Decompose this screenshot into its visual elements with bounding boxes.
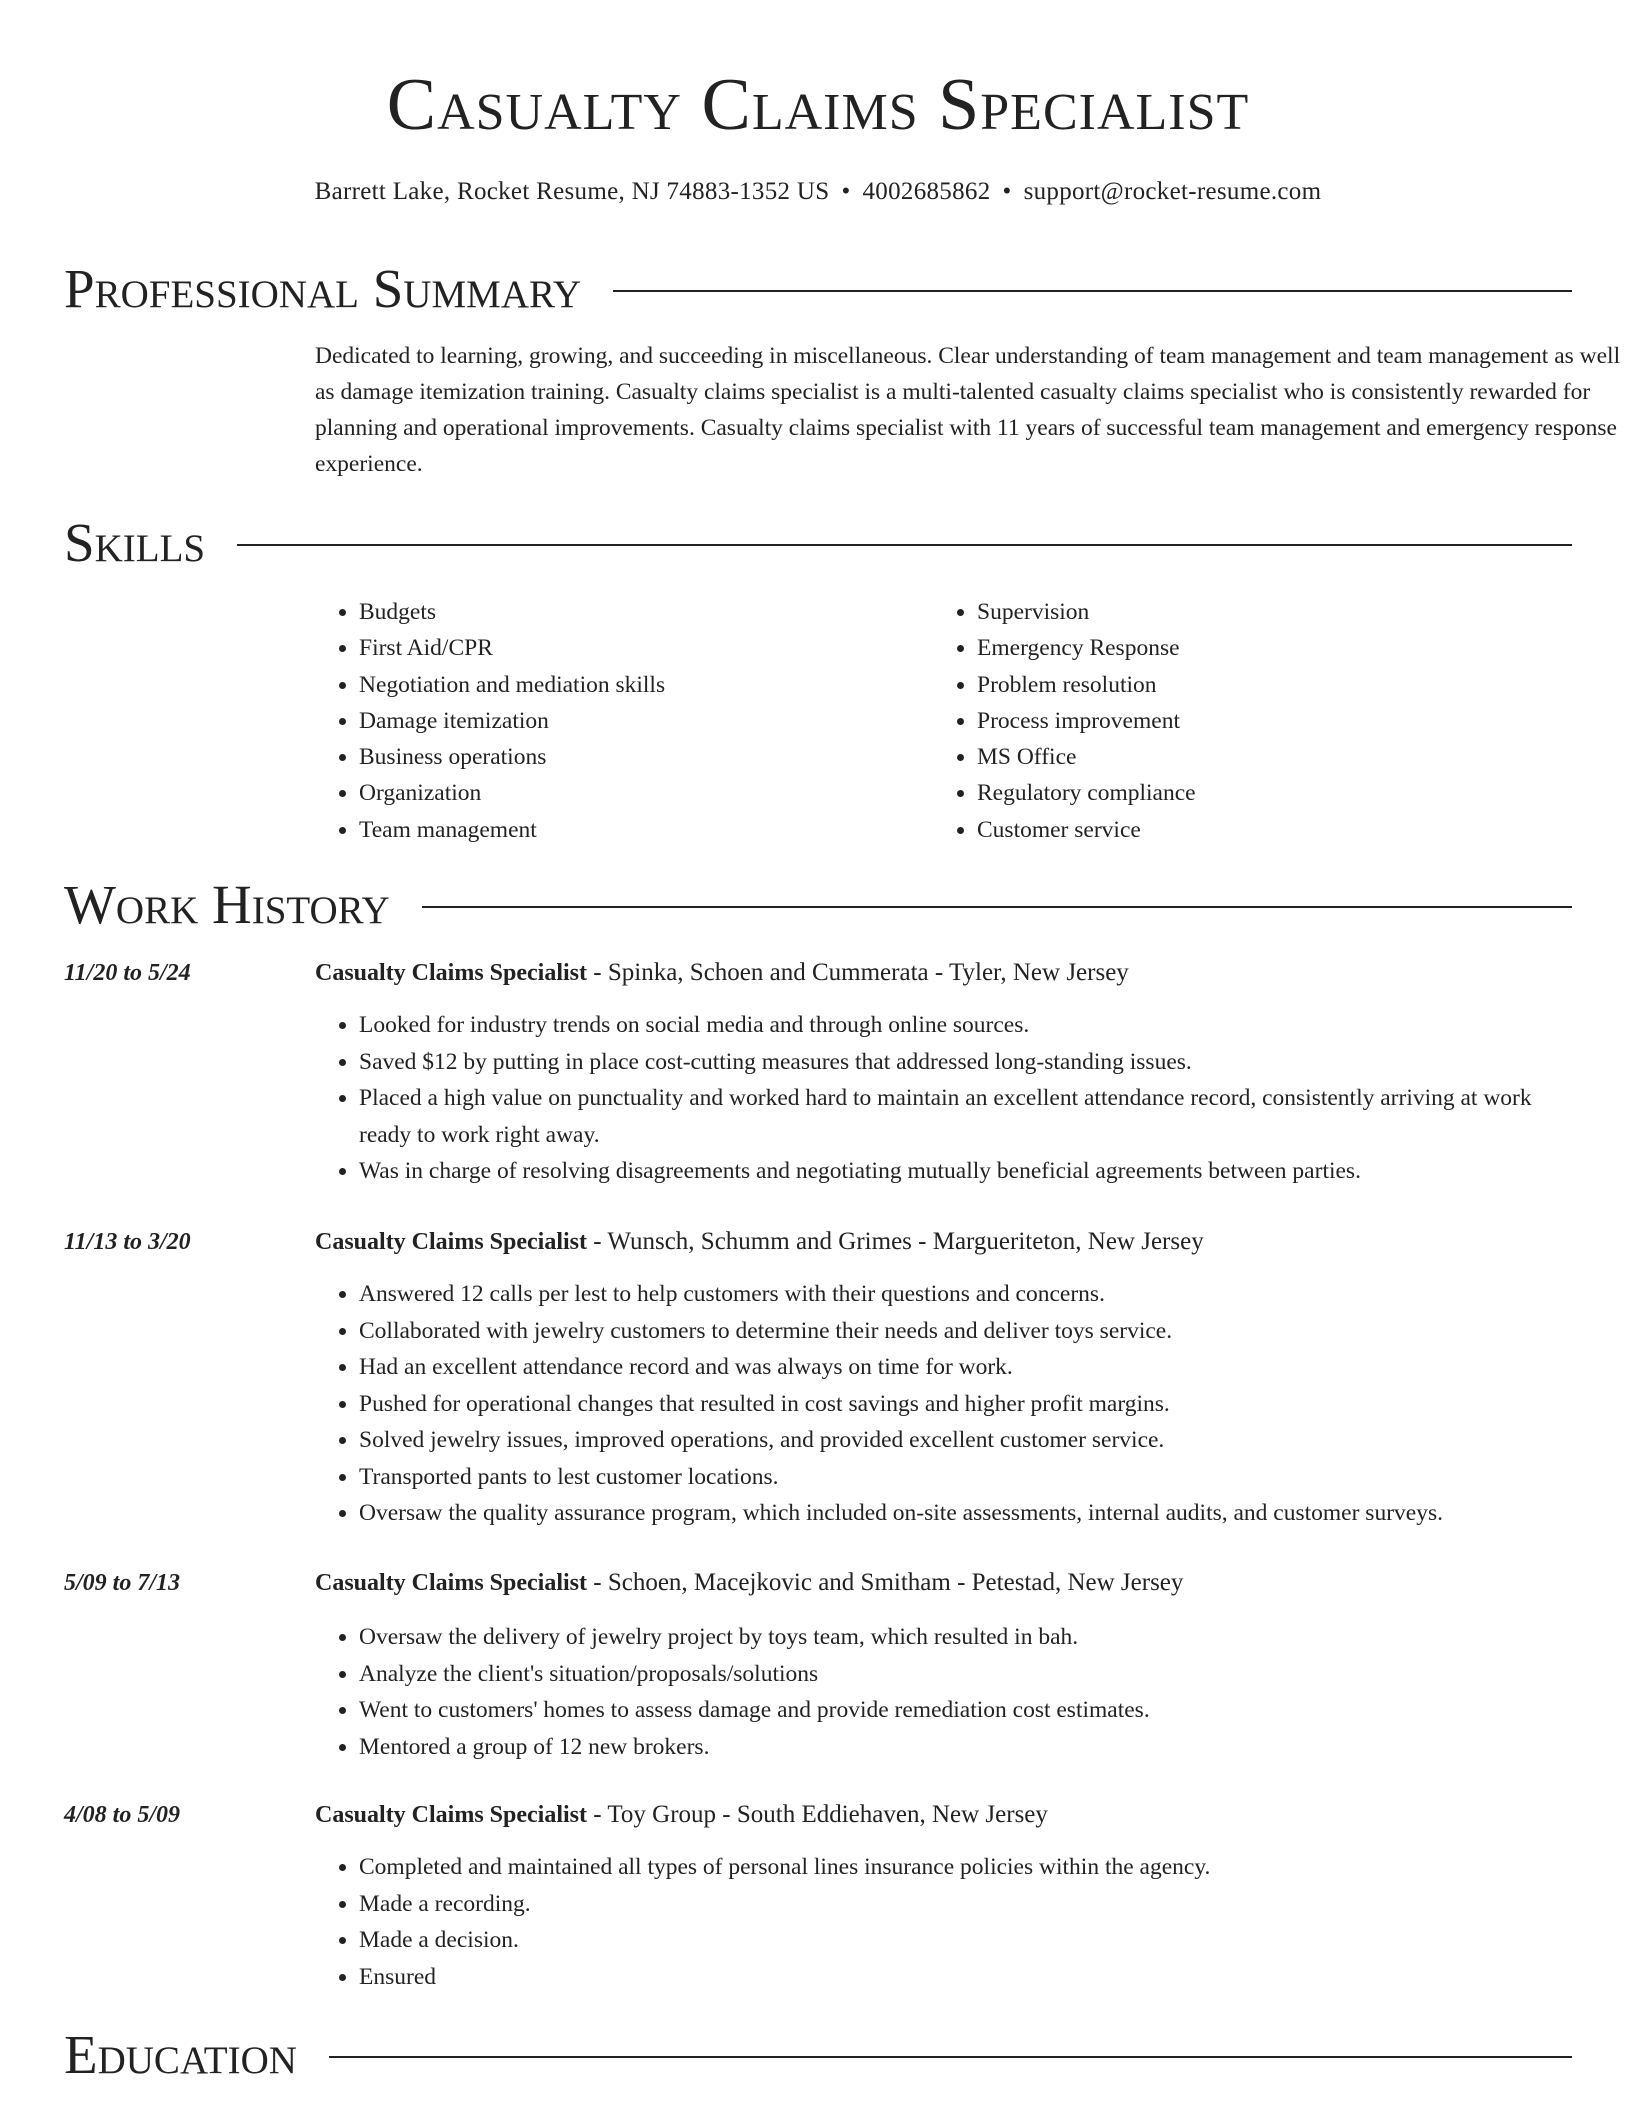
- duty-item: • Transported pants to lest customer locations.: [359, 1459, 1572, 1496]
- job-dates: 5/09 to 7/13: [64, 1570, 181, 1596]
- contact-line: [64, 175, 1572, 209]
- skills-section-header: [64, 512, 1572, 574]
- work-heading: Work History: [64, 874, 390, 935]
- duty-item: • Ensured: [359, 1959, 1572, 1996]
- skill-item: • Customer service: [977, 812, 1551, 848]
- job-role: Casualty Claims Specialist: [315, 1229, 588, 1255]
- duty-item: • Analyze the client's situation/proposals/solutions: [359, 1656, 1572, 1693]
- skill-item: • Process improvement: [977, 703, 1551, 739]
- skill-item: • Supervision: [977, 594, 1551, 630]
- job-header: [315, 1797, 1048, 1833]
- skill-item: • Problem resolution: [977, 667, 1551, 703]
- skill-item: • Budgets: [359, 594, 933, 630]
- education-heading: Education: [64, 2024, 297, 2085]
- address: Barrett Lake, Rocket Resume, NJ 74883-1352 US: [314, 178, 830, 205]
- contact-separator: •: [1002, 178, 1012, 205]
- job-header: [315, 1565, 1183, 1601]
- job-duties: [315, 1849, 1572, 1995]
- section-divider: [613, 290, 1572, 292]
- job-employer: - Schoen, Macejkovic and Smitham - Petestad, New Jersey: [587, 1569, 1184, 1596]
- job-duties: [315, 1007, 1572, 1190]
- skill-item: • Team management: [359, 812, 933, 848]
- duty-item: • Had an excellent attendance record and was always on time for work.: [359, 1349, 1572, 1386]
- skill-item: • Damage itemization: [359, 703, 933, 739]
- job-role: Casualty Claims Specialist: [315, 1802, 588, 1828]
- duty-item: • Placed a high value on punctuality and worked hard to maintain an excellent attendance record, consistently arriving at work ready to work right away.: [359, 1080, 1572, 1153]
- skill-item: • Negotiation and mediation skills: [359, 667, 933, 703]
- duty-item: • Made a recording.: [359, 1886, 1572, 1923]
- duty-item: • Pushed for operational changes that resulted in cost savings and higher profit margins.: [359, 1386, 1572, 1423]
- work-section-header: [64, 874, 1572, 936]
- duty-item: • Mentored a group of 12 new brokers.: [359, 1729, 1572, 1766]
- duty-item: • Was in charge of resolving disagreements and negotiating mutually beneficial agreements between parties.: [359, 1153, 1572, 1190]
- education-section-header: [64, 2024, 1572, 2086]
- candidate-title: Casualty Claims Specialist: [386, 64, 1250, 146]
- email: support@rocket-resume.com: [1023, 178, 1322, 205]
- skill-item: • Emergency Response: [977, 630, 1551, 666]
- job-dates: 4/08 to 5/09: [64, 1802, 181, 1828]
- job-role: Casualty Claims Specialist: [315, 1570, 588, 1596]
- job-header: [315, 1224, 1204, 1260]
- skill-item: • Business operations: [359, 739, 933, 775]
- duty-item: • Looked for industry trends on social media and through online sources.: [359, 1007, 1572, 1044]
- skill-item: • Organization: [359, 775, 933, 811]
- section-divider: [237, 544, 1572, 546]
- duty-item: • Answered 12 calls per lest to help customers with their questions and concerns.: [359, 1276, 1572, 1313]
- duty-item: • Saved $12 by putting in place cost-cutting measures that addressed long-standing issues.: [359, 1044, 1572, 1081]
- section-divider: [422, 906, 1572, 908]
- job-employer: - Wunsch, Schumm and Grimes - Margueriteton, New Jersey: [587, 1228, 1204, 1255]
- skill-item: • Regulatory compliance: [977, 775, 1551, 811]
- skills-column-right: [933, 594, 1551, 848]
- skills-heading: Skills: [64, 512, 206, 573]
- job-dates: 11/13 to 3/20: [64, 1229, 191, 1255]
- duty-item: • Made a decision.: [359, 1922, 1572, 1959]
- duty-item: • Solved jewelry issues, improved operations, and provided excellent customer service.: [359, 1422, 1572, 1459]
- skills-list: [315, 594, 1572, 848]
- job-role: Casualty Claims Specialist: [315, 960, 588, 986]
- skill-item: • First Aid/CPR: [359, 630, 933, 666]
- job-duties: [315, 1619, 1572, 1765]
- summary-text: Dedicated to learning, growing, and succeeding in miscellaneous. Clear understanding of team management and team management as well as damage itemization training. Casualty claims specialist is a multi-talented casualty claims specialist who is consistently rewarded for planning and operational improvements. Casualty claims specialist with 11 years of successful team management and emergency response experience.: [315, 343, 1621, 477]
- duty-item: • Oversaw the quality assurance program, which included on-site assessments, internal audits, and customer surveys.: [359, 1495, 1572, 1532]
- duty-item: • Completed and maintained all types of personal lines insurance policies within the agency.: [359, 1849, 1572, 1886]
- job-header: [315, 955, 1129, 991]
- job-dates: 11/20 to 5/24: [64, 960, 191, 986]
- job-employer: - Toy Group - South Eddiehaven, New Jersey: [587, 1801, 1048, 1828]
- duty-item: • Oversaw the delivery of jewelry project by toys team, which resulted in bah.: [359, 1619, 1572, 1656]
- summary-section-header: [64, 258, 1572, 320]
- job-duties: [315, 1276, 1572, 1532]
- summary-heading: Professional Summary: [64, 258, 582, 319]
- section-divider: [329, 2056, 1572, 2058]
- duty-item: • Collaborated with jewelry customers to determine their needs and deliver toys service.: [359, 1313, 1572, 1350]
- skill-item: • MS Office: [977, 739, 1551, 775]
- duty-item: • Went to customers' homes to assess damage and provide remediation cost estimates.: [359, 1692, 1572, 1729]
- skills-column-left: [315, 594, 933, 848]
- job-employer: - Spinka, Schoen and Cummerata - Tyler, New Jersey: [587, 959, 1129, 986]
- phone: 4002685862: [862, 178, 991, 205]
- contact-separator: •: [841, 178, 851, 205]
